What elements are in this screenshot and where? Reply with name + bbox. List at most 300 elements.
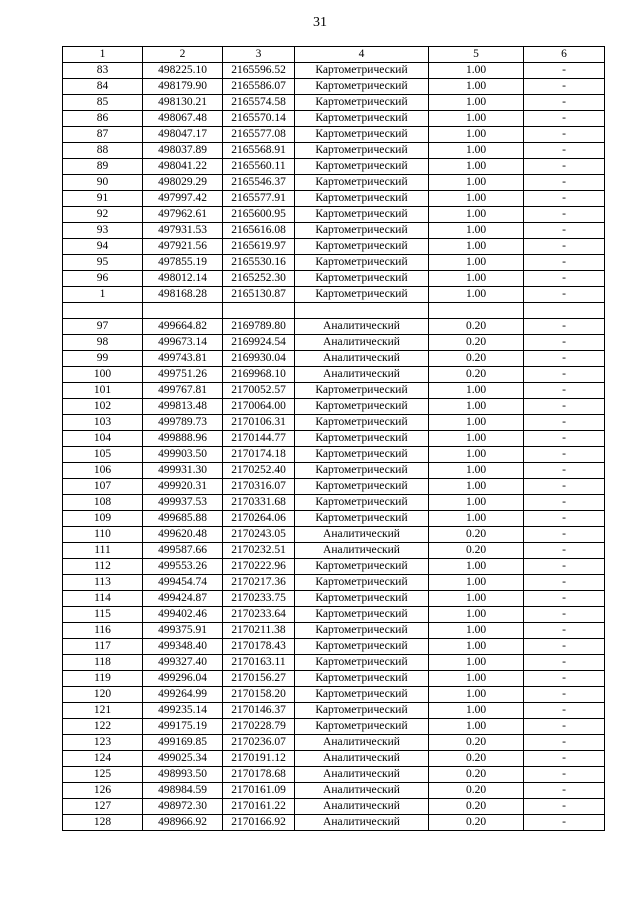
cell-method: Картометрический bbox=[295, 463, 429, 479]
cell-accuracy: 1.00 bbox=[429, 431, 524, 447]
table-row bbox=[63, 463, 605, 479]
cell-point-number: 88 bbox=[63, 143, 143, 159]
cell-coord-x bbox=[143, 303, 223, 319]
cell-note: - bbox=[524, 79, 605, 95]
cell-accuracy: 0.20 bbox=[429, 735, 524, 751]
coordinates-table bbox=[62, 46, 605, 831]
cell-method: Картометрический bbox=[295, 671, 429, 687]
cell-note: - bbox=[524, 127, 605, 143]
cell-point-number: 109 bbox=[63, 511, 143, 527]
cell-method: Картометрический bbox=[295, 511, 429, 527]
table-row bbox=[63, 543, 605, 559]
page-number: 31 bbox=[313, 15, 327, 30]
cell-point-number: 93 bbox=[63, 223, 143, 239]
cell-note: - bbox=[524, 703, 605, 719]
cell-coord-y: 2169789.80 bbox=[223, 319, 295, 335]
cell-accuracy: 1.00 bbox=[429, 559, 524, 575]
cell-note: - bbox=[524, 575, 605, 591]
cell-coord-x: 498047.17 bbox=[143, 127, 223, 143]
cell-point-number: 111 bbox=[63, 543, 143, 559]
cell-coord-x: 499235.14 bbox=[143, 703, 223, 719]
cell-method: Картометрический bbox=[295, 239, 429, 255]
cell-point-number: 125 bbox=[63, 767, 143, 783]
cell-coord-y: 2170178.68 bbox=[223, 767, 295, 783]
cell-point-number: 108 bbox=[63, 495, 143, 511]
table-row bbox=[63, 431, 605, 447]
cell-accuracy: 1.00 bbox=[429, 623, 524, 639]
table-row bbox=[63, 735, 605, 751]
cell-accuracy: 1.00 bbox=[429, 463, 524, 479]
cell-accuracy: 0.20 bbox=[429, 351, 524, 367]
cell-coord-x: 499751.26 bbox=[143, 367, 223, 383]
cell-coord-x: 499920.31 bbox=[143, 479, 223, 495]
header-col-6: 6 bbox=[524, 47, 605, 63]
cell-point-number: 127 bbox=[63, 799, 143, 815]
cell-note: - bbox=[524, 687, 605, 703]
cell-method: Картометрический bbox=[295, 703, 429, 719]
cell-point-number: 121 bbox=[63, 703, 143, 719]
header-col-5: 5 bbox=[429, 47, 524, 63]
cell-note: - bbox=[524, 63, 605, 79]
cell-point-number: 89 bbox=[63, 159, 143, 175]
cell-note: - bbox=[524, 783, 605, 799]
cell-accuracy: 1.00 bbox=[429, 95, 524, 111]
cell-coord-y: 2165570.14 bbox=[223, 111, 295, 127]
table-row bbox=[63, 671, 605, 687]
table-row bbox=[63, 511, 605, 527]
cell-method: Картометрический bbox=[295, 639, 429, 655]
cell-note: - bbox=[524, 511, 605, 527]
cell-method: Аналитический bbox=[295, 799, 429, 815]
cell-coord-x: 499587.66 bbox=[143, 543, 223, 559]
cell-accuracy: 0.20 bbox=[429, 543, 524, 559]
cell-coord-x: 499553.26 bbox=[143, 559, 223, 575]
cell-coord-y: 2170174.18 bbox=[223, 447, 295, 463]
cell-note: - bbox=[524, 367, 605, 383]
cell-coord-y: 2170331.68 bbox=[223, 495, 295, 511]
cell-accuracy: 0.20 bbox=[429, 783, 524, 799]
cell-accuracy: 1.00 bbox=[429, 287, 524, 303]
cell-point-number: 113 bbox=[63, 575, 143, 591]
cell-method: Аналитический bbox=[295, 367, 429, 383]
cell-point-number: 95 bbox=[63, 255, 143, 271]
cell-note: - bbox=[524, 447, 605, 463]
cell-accuracy: 0.20 bbox=[429, 319, 524, 335]
cell-accuracy: 0.20 bbox=[429, 527, 524, 543]
cell-coord-x: 499327.40 bbox=[143, 655, 223, 671]
cell-note: - bbox=[524, 639, 605, 655]
cell-accuracy: 1.00 bbox=[429, 271, 524, 287]
cell-accuracy: 1.00 bbox=[429, 127, 524, 143]
cell-note: - bbox=[524, 159, 605, 175]
cell-coord-x: 498984.59 bbox=[143, 783, 223, 799]
cell-accuracy: 1.00 bbox=[429, 687, 524, 703]
cell-note: - bbox=[524, 95, 605, 111]
cell-note: - bbox=[524, 399, 605, 415]
cell-coord-y: 2165546.37 bbox=[223, 175, 295, 191]
cell-note: - bbox=[524, 111, 605, 127]
cell-accuracy: 1.00 bbox=[429, 719, 524, 735]
cell-note: - bbox=[524, 271, 605, 287]
cell-note: - bbox=[524, 591, 605, 607]
cell-method: Картометрический bbox=[295, 143, 429, 159]
cell-coord-y: 2170146.37 bbox=[223, 703, 295, 719]
table-row bbox=[63, 559, 605, 575]
table-row bbox=[63, 751, 605, 767]
cell-coord-x: 499767.81 bbox=[143, 383, 223, 399]
cell-coord-y: 2170222.96 bbox=[223, 559, 295, 575]
cell-method: Картометрический bbox=[295, 719, 429, 735]
cell-method: Картометрический bbox=[295, 223, 429, 239]
cell-coord-x: 497855.19 bbox=[143, 255, 223, 271]
cell-accuracy: 1.00 bbox=[429, 495, 524, 511]
cell-coord-x: 499402.46 bbox=[143, 607, 223, 623]
cell-note: - bbox=[524, 479, 605, 495]
cell-note: - bbox=[524, 319, 605, 335]
cell-method: Аналитический bbox=[295, 351, 429, 367]
cell-note: - bbox=[524, 527, 605, 543]
cell-method: Картометрический bbox=[295, 95, 429, 111]
cell-point-number: 120 bbox=[63, 687, 143, 703]
cell-accuracy: 0.20 bbox=[429, 799, 524, 815]
cell-coord-y: 2170106.31 bbox=[223, 415, 295, 431]
header-col-4: 4 bbox=[295, 47, 429, 63]
cell-coord-x: 499175.19 bbox=[143, 719, 223, 735]
header-row bbox=[63, 47, 605, 63]
cell-point-number: 87 bbox=[63, 127, 143, 143]
cell-method: Картометрический bbox=[295, 127, 429, 143]
cell-accuracy: 1.00 bbox=[429, 383, 524, 399]
cell-coord-y: 2170064.00 bbox=[223, 399, 295, 415]
cell-coord-x: 497997.42 bbox=[143, 191, 223, 207]
cell-point-number: 86 bbox=[63, 111, 143, 127]
cell-coord-x: 498966.92 bbox=[143, 815, 223, 831]
cell-note: - bbox=[524, 175, 605, 191]
cell-accuracy: 1.00 bbox=[429, 703, 524, 719]
cell-method: Картометрический bbox=[295, 415, 429, 431]
cell-coord-y: 2170161.22 bbox=[223, 799, 295, 815]
table-row bbox=[63, 367, 605, 383]
table-row bbox=[63, 319, 605, 335]
cell-point-number: 105 bbox=[63, 447, 143, 463]
header-col-2: 2 bbox=[143, 47, 223, 63]
cell-coord-x: 499743.81 bbox=[143, 351, 223, 367]
cell-point-number: 124 bbox=[63, 751, 143, 767]
cell-accuracy bbox=[429, 303, 524, 319]
cell-note: - bbox=[524, 191, 605, 207]
cell-accuracy: 1.00 bbox=[429, 591, 524, 607]
cell-method: Картометрический bbox=[295, 79, 429, 95]
cell-coord-y: 2170232.51 bbox=[223, 543, 295, 559]
cell-coord-y: 2169924.54 bbox=[223, 335, 295, 351]
cell-coord-x: 498012.14 bbox=[143, 271, 223, 287]
table-row bbox=[63, 223, 605, 239]
cell-accuracy: 0.20 bbox=[429, 335, 524, 351]
cell-coord-x: 499937.53 bbox=[143, 495, 223, 511]
header-col-1: 1 bbox=[63, 47, 143, 63]
cell-method: Аналитический bbox=[295, 527, 429, 543]
cell-coord-x: 499789.73 bbox=[143, 415, 223, 431]
table-row bbox=[63, 799, 605, 815]
cell-method: Аналитический bbox=[295, 767, 429, 783]
cell-method: Картометрический bbox=[295, 287, 429, 303]
table-row bbox=[63, 719, 605, 735]
cell-point-number: 94 bbox=[63, 239, 143, 255]
cell-accuracy: 1.00 bbox=[429, 671, 524, 687]
cell-point-number: 115 bbox=[63, 607, 143, 623]
cell-coord-x: 497931.53 bbox=[143, 223, 223, 239]
cell-coord-y: 2170156.27 bbox=[223, 671, 295, 687]
cell-accuracy: 1.00 bbox=[429, 207, 524, 223]
cell-point-number: 114 bbox=[63, 591, 143, 607]
cell-note: - bbox=[524, 239, 605, 255]
cell-coord-x: 498067.48 bbox=[143, 111, 223, 127]
cell-coord-x: 499375.91 bbox=[143, 623, 223, 639]
cell-coord-x: 497962.61 bbox=[143, 207, 223, 223]
cell-point-number: 128 bbox=[63, 815, 143, 831]
cell-method: Картометрический bbox=[295, 495, 429, 511]
cell-coord-y: 2170217.36 bbox=[223, 575, 295, 591]
cell-point-number: 107 bbox=[63, 479, 143, 495]
cell-coord-y: 2165130.87 bbox=[223, 287, 295, 303]
cell-coord-x: 499296.04 bbox=[143, 671, 223, 687]
cell-method: Аналитический bbox=[295, 751, 429, 767]
cell-coord-y: 2170243.05 bbox=[223, 527, 295, 543]
cell-coord-y: 2165530.16 bbox=[223, 255, 295, 271]
cell-method: Картометрический bbox=[295, 207, 429, 223]
cell-coord-x: 499264.99 bbox=[143, 687, 223, 703]
cell-accuracy: 0.20 bbox=[429, 815, 524, 831]
cell-method: Картометрический bbox=[295, 655, 429, 671]
table-row bbox=[63, 527, 605, 543]
cell-point-number: 91 bbox=[63, 191, 143, 207]
cell-coord-x: 498225.10 bbox=[143, 63, 223, 79]
table-body bbox=[63, 63, 605, 831]
cell-note: - bbox=[524, 495, 605, 511]
cell-note: - bbox=[524, 287, 605, 303]
cell-accuracy: 1.00 bbox=[429, 143, 524, 159]
cell-coord-x: 499888.96 bbox=[143, 431, 223, 447]
cell-coord-y: 2170264.06 bbox=[223, 511, 295, 527]
cell-coord-y: 2165600.95 bbox=[223, 207, 295, 223]
table-row bbox=[63, 623, 605, 639]
cell-method: Картометрический bbox=[295, 559, 429, 575]
table-row bbox=[63, 767, 605, 783]
table-row bbox=[63, 687, 605, 703]
cell-method: Картометрический bbox=[295, 111, 429, 127]
cell-accuracy: 1.00 bbox=[429, 655, 524, 671]
cell-note: - bbox=[524, 719, 605, 735]
table-row bbox=[63, 143, 605, 159]
cell-coord-y: 2170163.11 bbox=[223, 655, 295, 671]
cell-coord-x: 499931.30 bbox=[143, 463, 223, 479]
cell-accuracy: 1.00 bbox=[429, 639, 524, 655]
cell-note: - bbox=[524, 623, 605, 639]
cell-coord-x: 497921.56 bbox=[143, 239, 223, 255]
cell-accuracy: 1.00 bbox=[429, 255, 524, 271]
cell-coord-x: 499903.50 bbox=[143, 447, 223, 463]
cell-note: - bbox=[524, 655, 605, 671]
cell-note: - bbox=[524, 255, 605, 271]
cell-note: - bbox=[524, 815, 605, 831]
cell-note: - bbox=[524, 463, 605, 479]
table-row bbox=[63, 191, 605, 207]
cell-coord-y: 2165252.30 bbox=[223, 271, 295, 287]
cell-coord-y: 2165616.08 bbox=[223, 223, 295, 239]
cell-note: - bbox=[524, 751, 605, 767]
cell-coord-x: 498179.90 bbox=[143, 79, 223, 95]
cell-coord-y: 2170316.07 bbox=[223, 479, 295, 495]
table-row bbox=[63, 479, 605, 495]
cell-accuracy: 0.20 bbox=[429, 367, 524, 383]
header-col-3: 3 bbox=[223, 47, 295, 63]
cell-coord-y: 2170191.12 bbox=[223, 751, 295, 767]
cell-note: - bbox=[524, 383, 605, 399]
cell-note: - bbox=[524, 431, 605, 447]
cell-method bbox=[295, 303, 429, 319]
cell-coord-y: 2165560.11 bbox=[223, 159, 295, 175]
cell-note: - bbox=[524, 607, 605, 623]
cell-point-number: 97 bbox=[63, 319, 143, 335]
cell-coord-y: 2170252.40 bbox=[223, 463, 295, 479]
table-row bbox=[63, 447, 605, 463]
cell-note: - bbox=[524, 543, 605, 559]
cell-coord-y: 2165577.91 bbox=[223, 191, 295, 207]
cell-note: - bbox=[524, 559, 605, 575]
cell-accuracy: 0.20 bbox=[429, 767, 524, 783]
cell-accuracy: 1.00 bbox=[429, 415, 524, 431]
table-row bbox=[63, 495, 605, 511]
cell-method: Картометрический bbox=[295, 575, 429, 591]
cell-point-number: 101 bbox=[63, 383, 143, 399]
cell-method: Картометрический bbox=[295, 255, 429, 271]
table-row bbox=[63, 127, 605, 143]
cell-coord-y: 2170233.75 bbox=[223, 591, 295, 607]
cell-coord-x: 499664.82 bbox=[143, 319, 223, 335]
cell-note: - bbox=[524, 143, 605, 159]
cell-coord-y: 2170178.43 bbox=[223, 639, 295, 655]
cell-point-number: 112 bbox=[63, 559, 143, 575]
cell-method: Картометрический bbox=[295, 399, 429, 415]
cell-accuracy: 1.00 bbox=[429, 63, 524, 79]
cell-coord-x: 499424.87 bbox=[143, 591, 223, 607]
cell-method: Картометрический bbox=[295, 479, 429, 495]
cell-note: - bbox=[524, 415, 605, 431]
table-row bbox=[63, 415, 605, 431]
table-row bbox=[63, 351, 605, 367]
cell-method: Картометрический bbox=[295, 607, 429, 623]
cell-method: Аналитический bbox=[295, 815, 429, 831]
cell-method: Картометрический bbox=[295, 191, 429, 207]
cell-coord-y: 2170233.64 bbox=[223, 607, 295, 623]
cell-point-number: 99 bbox=[63, 351, 143, 367]
cell-coord-x: 498168.28 bbox=[143, 287, 223, 303]
cell-coord-y: 2165596.52 bbox=[223, 63, 295, 79]
cell-coord-x: 499673.14 bbox=[143, 335, 223, 351]
table-row bbox=[63, 79, 605, 95]
cell-note: - bbox=[524, 767, 605, 783]
cell-point-number: 103 bbox=[63, 415, 143, 431]
cell-accuracy: 1.00 bbox=[429, 159, 524, 175]
cell-method: Картометрический bbox=[295, 623, 429, 639]
cell-point-number: 100 bbox=[63, 367, 143, 383]
cell-method: Аналитический bbox=[295, 335, 429, 351]
table-row bbox=[63, 287, 605, 303]
cell-point-number: 1 bbox=[63, 287, 143, 303]
cell-method: Картометрический bbox=[295, 591, 429, 607]
cell-accuracy: 0.20 bbox=[429, 751, 524, 767]
cell-coord-y: 2165619.97 bbox=[223, 239, 295, 255]
cell-method: Картометрический bbox=[295, 175, 429, 191]
cell-note: - bbox=[524, 207, 605, 223]
table-row bbox=[63, 95, 605, 111]
cell-accuracy: 1.00 bbox=[429, 575, 524, 591]
cell-coord-y: 2170236.07 bbox=[223, 735, 295, 751]
cell-coord-x: 498972.30 bbox=[143, 799, 223, 815]
cell-note bbox=[524, 303, 605, 319]
cell-point-number: 123 bbox=[63, 735, 143, 751]
table-row bbox=[63, 655, 605, 671]
cell-coord-x: 499454.74 bbox=[143, 575, 223, 591]
cell-coord-x: 499685.88 bbox=[143, 511, 223, 527]
cell-coord-y: 2165586.07 bbox=[223, 79, 295, 95]
cell-coord-x: 499169.85 bbox=[143, 735, 223, 751]
cell-method: Аналитический bbox=[295, 783, 429, 799]
cell-coord-x: 498029.29 bbox=[143, 175, 223, 191]
table-row bbox=[63, 703, 605, 719]
cell-accuracy: 1.00 bbox=[429, 399, 524, 415]
cell-point-number: 84 bbox=[63, 79, 143, 95]
cell-accuracy: 1.00 bbox=[429, 479, 524, 495]
table-row bbox=[63, 63, 605, 79]
cell-point-number: 104 bbox=[63, 431, 143, 447]
cell-coord-y: 2165574.58 bbox=[223, 95, 295, 111]
cell-point-number bbox=[63, 303, 143, 319]
cell-point-number: 106 bbox=[63, 463, 143, 479]
cell-method: Аналитический bbox=[295, 735, 429, 751]
table-row bbox=[63, 575, 605, 591]
cell-coord-y: 2169968.10 bbox=[223, 367, 295, 383]
cell-coord-y: 2170161.09 bbox=[223, 783, 295, 799]
cell-coord-x: 499025.34 bbox=[143, 751, 223, 767]
cell-method: Картометрический bbox=[295, 431, 429, 447]
cell-note: - bbox=[524, 735, 605, 751]
cell-coord-y: 2170158.20 bbox=[223, 687, 295, 703]
cell-note: - bbox=[524, 223, 605, 239]
cell-coord-y: 2170166.92 bbox=[223, 815, 295, 831]
cell-accuracy: 1.00 bbox=[429, 175, 524, 191]
cell-coord-y: 2170211.38 bbox=[223, 623, 295, 639]
table-row bbox=[63, 207, 605, 223]
cell-point-number: 98 bbox=[63, 335, 143, 351]
cell-method: Аналитический bbox=[295, 319, 429, 335]
cell-point-number: 117 bbox=[63, 639, 143, 655]
cell-coord-x: 498037.89 bbox=[143, 143, 223, 159]
cell-coord-y: 2170144.77 bbox=[223, 431, 295, 447]
cell-coord-x: 499813.48 bbox=[143, 399, 223, 415]
cell-coord-x: 498041.22 bbox=[143, 159, 223, 175]
cell-accuracy: 1.00 bbox=[429, 447, 524, 463]
cell-note: - bbox=[524, 335, 605, 351]
table-row bbox=[63, 783, 605, 799]
table-row bbox=[63, 383, 605, 399]
cell-coord-y: 2169930.04 bbox=[223, 351, 295, 367]
cell-accuracy: 1.00 bbox=[429, 607, 524, 623]
cell-method: Аналитический bbox=[295, 543, 429, 559]
cell-method: Картометрический bbox=[295, 159, 429, 175]
cell-method: Картометрический bbox=[295, 271, 429, 287]
cell-accuracy: 1.00 bbox=[429, 111, 524, 127]
